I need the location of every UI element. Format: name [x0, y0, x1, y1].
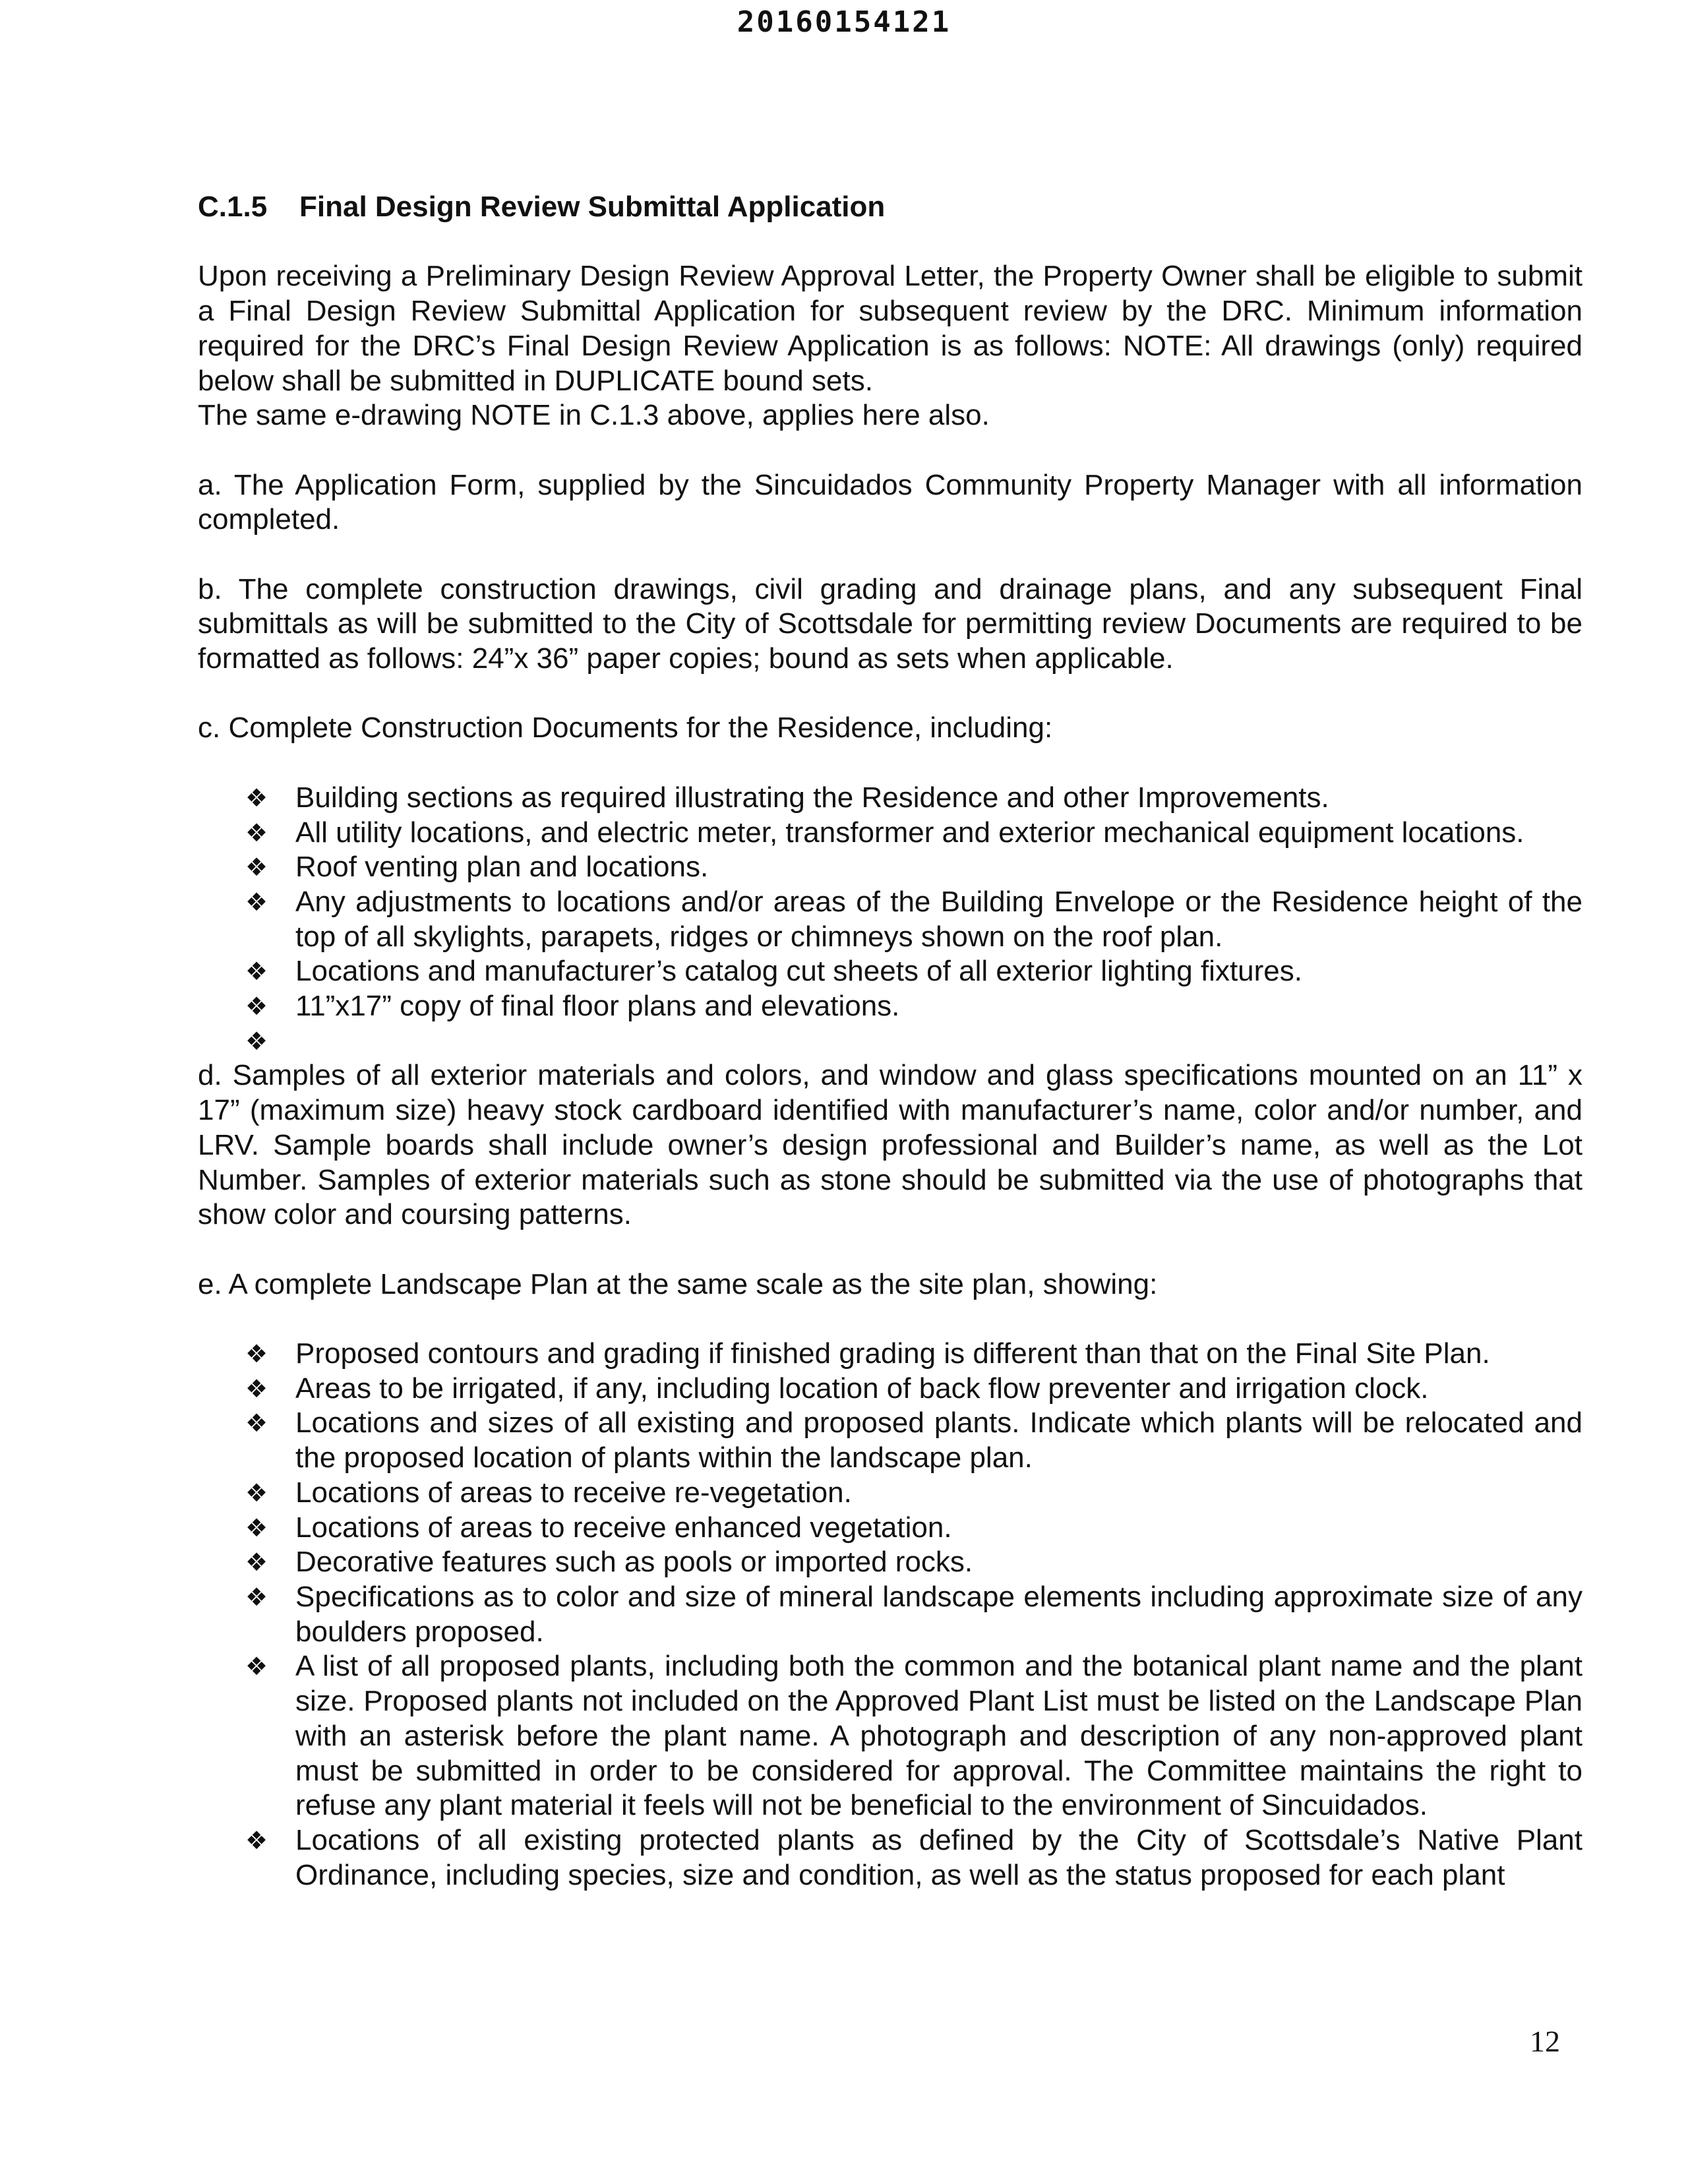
diamond-bullet-icon: ❖: [245, 957, 268, 986]
diamond-bullet-icon: ❖: [245, 1374, 268, 1403]
list-item: [198, 954, 1582, 989]
list-item-text: Locations and sizes of all existing and proposed plants. Indicate which plants will be relocated and the proposed location of plants within the landscape plan.: [295, 1407, 1582, 1474]
list-item-text: Roof venting plan and locations.: [295, 851, 709, 884]
section-number: C.1.5: [198, 191, 268, 223]
list-item: [198, 1580, 1582, 1649]
diamond-bullet-icon: ❖: [245, 1026, 268, 1056]
diamond-bullet-icon: ❖: [245, 1583, 268, 1612]
diamond-bullet-icon: ❖: [245, 1409, 268, 1438]
item-d: d. Samples of all exterior materials and colors, and window and glass specifications mounted on an 11” x 17” (maximum size) heavy stock cardboard identified with manufacturer’s name, color and/or number, and LRV. Sample boards shall include owner’s design professional and Builder’s name, as well as the Lot Number. Samples of exterior materials such as stone should be submitted via the use of photographs that show color and coursing patterns.: [198, 1059, 1582, 1231]
item-c-bullet-list: [198, 781, 1582, 1059]
diamond-bullet-icon: ❖: [245, 992, 268, 1021]
diamond-bullet-icon: ❖: [245, 818, 268, 847]
diamond-bullet-icon: ❖: [245, 1513, 268, 1542]
list-item: [198, 1024, 1582, 1059]
list-item-text: Areas to be irrigated, if any, including location of back flow preventer and irrigation clock.: [295, 1372, 1429, 1405]
list-item: [198, 1823, 1582, 1893]
list-item: [198, 1649, 1582, 1823]
list-item: [198, 1337, 1582, 1372]
item-a: a. The Application Form, supplied by the Sincuidados Community Property Manager with all information completed.: [198, 468, 1582, 536]
list-item-text: A list of all proposed plants, including both the common and the botanical plant name and the plant size. Proposed plants not included on the Approved Plant List must be listed on the Landscape Plan with an asterisk before the plant name. A photograph and description of any non-approved plant must be submitted in order to be considered for approval. The Committee maintains the right to refuse any plant material it feels will not be beneficial to the environment of Sincuidados.: [295, 1650, 1582, 1822]
diamond-bullet-icon: ❖: [245, 783, 268, 812]
page-number: 12: [1530, 2024, 1560, 2058]
list-item-text: 11”x17” copy of final floor plans and elevations.: [295, 990, 900, 1023]
item-c: c. Complete Construction Documents for the Residence, including:: [198, 712, 1053, 744]
section-title: Final Design Review Submittal Application: [299, 191, 886, 223]
diamond-bullet-icon: ❖: [245, 1478, 268, 1507]
list-item-text: Locations of areas to receive re-vegetation.: [295, 1476, 852, 1509]
list-item: [198, 989, 1582, 1024]
list-item-text: Decorative features such as pools or imported rocks.: [295, 1546, 973, 1579]
diamond-bullet-icon: ❖: [245, 887, 268, 917]
item-e: e. A complete Landscape Plan at the same scale as the site plan, showing:: [198, 1267, 1158, 1300]
list-item-text: All utility locations, and electric meter, transformer and exterior mechanical equipment locations.: [295, 816, 1524, 849]
list-item: [198, 781, 1582, 816]
diamond-bullet-icon: ❖: [245, 1652, 268, 1682]
section-heading: [198, 190, 1582, 225]
list-item: [198, 1406, 1582, 1475]
page-content: [198, 190, 1582, 1893]
list-item: [198, 1372, 1582, 1407]
list-item: [198, 1511, 1582, 1546]
diamond-bullet-icon: ❖: [245, 1339, 268, 1369]
list-item: [198, 1545, 1582, 1580]
list-item-text: Locations and manufacturer’s catalog cut sheets of all exterior lighting fixtures.: [295, 955, 1302, 988]
item-e-bullet-list: [198, 1337, 1582, 1893]
list-item: [198, 850, 1582, 885]
item-b: b. The complete construction drawings, civil grading and drainage plans, and any subsequent Final submittals as will be submitted to the City of Scottsdale for permitting review Documents are required to be formatted as follows: 24”x 36” paper copies; bound as sets when applicable.: [198, 572, 1582, 675]
diamond-bullet-icon: ❖: [245, 1825, 268, 1855]
list-item-text: Any adjustments to locations and/or areas of the Building Envelope or the Residence height of the top of all skylights, parapets, ridges or chimneys shown on the roof plan.: [295, 885, 1582, 953]
list-item-text: Building sections as required illustrating the Residence and other Improvements.: [295, 781, 1329, 814]
intro-paragraph: Upon receiving a Preliminary Design Review Approval Letter, the Property Owner shall be eligible to submit a Final Design Review Submittal Application for subsequent review by the DRC. Minimum information required for the DRC’s Final Design Review Application is as follows: NOTE: All drawings (only) required below shall be submitted in DUPLICATE bound sets.: [198, 260, 1582, 397]
intro-note: The same e-drawing NOTE in C.1.3 above, applies here also.: [198, 399, 990, 432]
document-number: 20160154121: [737, 5, 951, 39]
list-item: [198, 816, 1582, 851]
list-item-text: Proposed contours and grading if finished grading is different than that on the Final Site Plan.: [295, 1337, 1490, 1370]
list-item: [198, 885, 1582, 954]
list-item: [198, 1476, 1582, 1511]
diamond-bullet-icon: ❖: [245, 853, 268, 882]
list-item-text: Locations of all existing protected plants as defined by the City of Scottsdale’s Native Plant Ordinance, including species, size and condition, as well as the status proposed for each plant: [295, 1823, 1582, 1891]
diamond-bullet-icon: ❖: [245, 1548, 268, 1577]
list-item-text: Locations of areas to receive enhanced vegetation.: [295, 1511, 952, 1544]
list-item-text: Specifications as to color and size of mineral landscape elements including approximate size of any boulders proposed.: [295, 1581, 1582, 1648]
